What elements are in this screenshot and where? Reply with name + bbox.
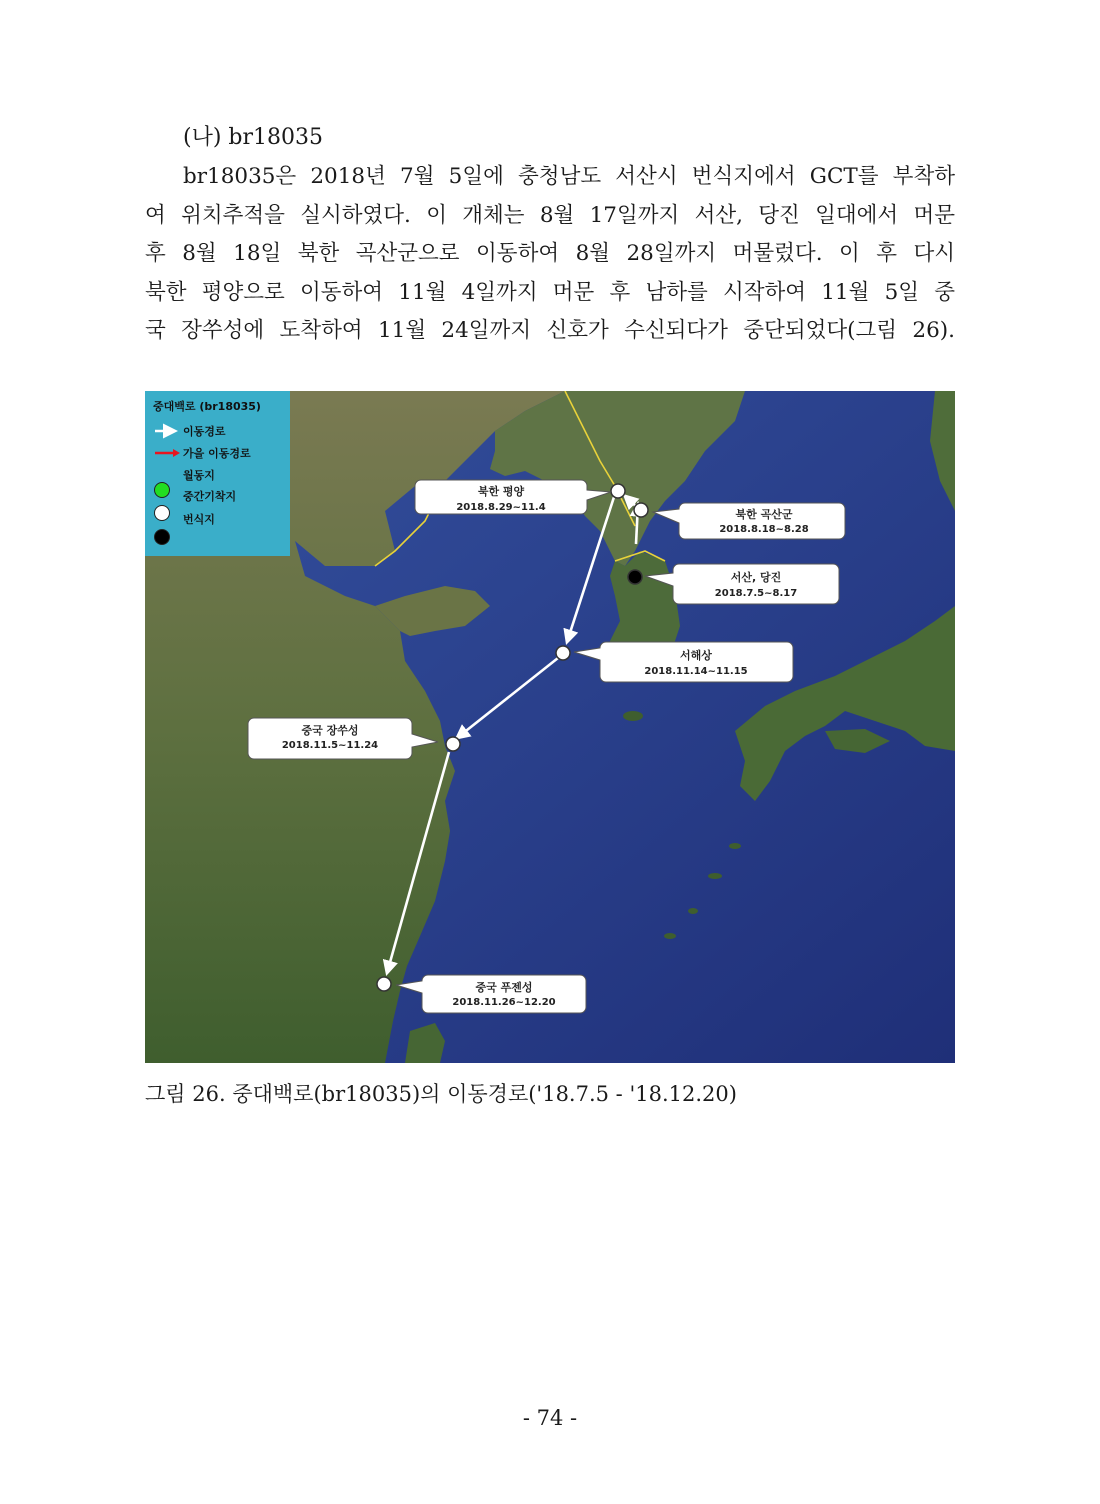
stopover-marker — [611, 484, 625, 498]
callout-fujian — [396, 975, 586, 1013]
callout-name: 북한 평양 — [477, 485, 525, 498]
paragraph-line: 후 8월 18일 북한 곡산군으로 이동하여 8월 28일까지 머물렀다. 이 후 다시 — [145, 241, 955, 266]
callout-date: 2018.11.26~12.20 — [452, 997, 556, 1008]
paragraph-line: 국 장쑤성에 도착하여 11월 24일까지 신호가 수신되다가 중단되었다(그림 26). — [145, 318, 955, 343]
legend-label: 이동경로 — [183, 425, 226, 438]
callout-name: 서해상 — [680, 649, 712, 662]
paragraph-line: 북한 평양으로 이동하여 11월 4일까지 머문 후 남하를 시작하여 11월 5일 중 — [145, 279, 955, 305]
callout-goksan — [653, 503, 845, 539]
callout-name: 중국 푸젠성 — [475, 981, 533, 994]
callout-name: 중국 장쑤성 — [301, 724, 359, 737]
map-legend — [145, 391, 290, 556]
legend-label: 번식지 — [183, 513, 215, 526]
legend-label: 가을 이동경로 — [183, 447, 251, 460]
section-heading: (나) br18035 — [183, 125, 323, 150]
paragraph-line: 여 위치추적을 실시하였다. 이 개체는 8월 17일까지 서산, 당진 일대에서 머문 — [145, 202, 955, 228]
breeding-marker — [628, 570, 642, 584]
wintering-legend-marker — [155, 483, 170, 498]
page-number: - 74 - — [522, 1406, 578, 1430]
callout-name: 서산, 당진 — [730, 571, 782, 584]
callout-date: 2018.7.5~8.17 — [714, 588, 798, 599]
callout-date: 2018.11.5~11.24 — [281, 740, 379, 751]
stopover-marker — [377, 977, 391, 991]
callout-date: 2018.8.18~8.28 — [719, 524, 809, 535]
land-jeju — [623, 711, 643, 721]
migration-map — [145, 391, 955, 1063]
paragraph-line: br18035은 2018년 7월 5일에 충청남도 서산시 번식지에서 GCT를 부착하 — [183, 164, 955, 189]
callout-seosan — [645, 564, 839, 604]
callout-jiangsu — [248, 718, 438, 759]
callout-date: 2018.11.14~11.15 — [644, 666, 748, 677]
callout-pyongyang — [415, 480, 611, 514]
stopover-legend-marker — [155, 506, 170, 521]
legend-label: 중간기착지 — [183, 490, 237, 503]
legend-label: 월동지 — [183, 469, 215, 482]
stopover-marker — [446, 737, 460, 751]
callout-name: 북한 곡산군 — [735, 508, 793, 521]
legend-title: 중대백로 (br18035) — [153, 400, 261, 413]
stopover-marker — [556, 646, 570, 660]
body-paragraph — [145, 158, 955, 351]
callout-date: 2018.8.29~11.4 — [456, 502, 546, 513]
stopover-marker — [634, 503, 648, 517]
callout-yellow-sea — [574, 642, 793, 682]
breeding-legend-marker — [155, 530, 170, 545]
figure-caption: 그림 26. 중대백로(br18035)의 이동경로('18.7.5 - '18.12.20) — [145, 1082, 737, 1106]
migration-map-figure — [145, 391, 955, 1063]
